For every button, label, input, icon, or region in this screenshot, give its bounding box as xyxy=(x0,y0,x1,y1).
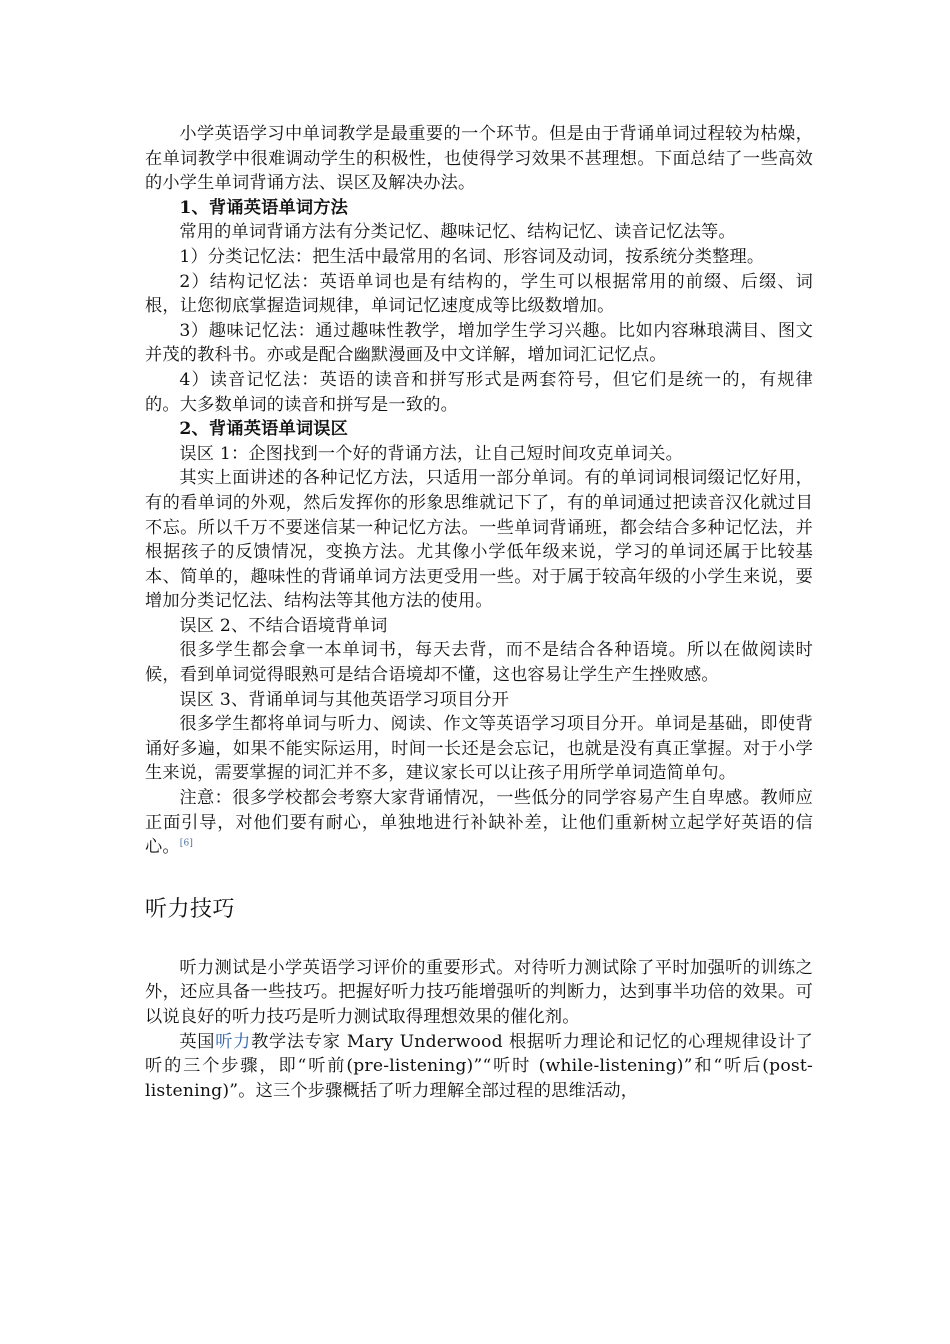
document-page xyxy=(145,122,813,1103)
listening-p2-after: 教学法专家 Mary Underwood 根据听力理论和记忆的心理规律设计了听的三个步骤，即“听前(pre-listening)”“听时 (while-listening)”和“听后(post-listening)”。这三个步骤概括了听力理解全部过程的思维活动， xyxy=(145,1031,814,1101)
mistake-3-title: 误区 3、背诵单词与其他英语学习项目分开 xyxy=(179,689,510,710)
note-paragraph xyxy=(145,786,813,860)
method-item-2: 2）结构记忆法：英语单词也是有结构的，学生可以根据常用的前缀、后缀、词根，让您彻底掌握造词规律，单词记忆速度成等比级数增加。 xyxy=(145,271,813,317)
section-2-title: 2、背诵英语单词误区 xyxy=(179,419,349,440)
intro-paragraph: 小学英语学习中单词教学是最重要的一个环节。但是由于背诵单词过程较为枯燥，在单词教学中很难调动学生的积极性，也使得学习效果不甚理想。下面总结了一些高效的小学生单词背诵方法、误区及解决办法。 xyxy=(145,124,813,194)
mistake-1-body: 其实上面讲述的各种记忆方法，只适用一部分单词。有的单词词根词缀记忆好用，有的看单词的外观，然后发挥你的形象思维就记下了，有的单词通过把读音汉化就过目不忘。所以千万不要迷信某一种记忆方法。一些单词背诵班，都会结合多种记忆法，并根据孩子的反馈情况，变换方法。尤其像小学低年级来说，学习的单词还属于比较基本、简单的，趣味性的背诵单词方法更受用一些。对于属于较高年级的小学生来说，要增加分类记忆法、结构法等其他方法的使用。 xyxy=(145,468,813,612)
listening-paragraph-2 xyxy=(145,1030,813,1104)
section-1-title: 1、背诵英语单词方法 xyxy=(179,197,349,218)
listening-heading: 听力技巧 xyxy=(145,896,236,922)
mistake-1-title: 误区 1：企图找到一个好的背诵方法，让自己短时间攻克单词关。 xyxy=(179,443,684,464)
listening-link[interactable]: 听力 xyxy=(215,1031,252,1052)
section-1-summary: 常用的单词背诵方法有分类记忆、趣味记忆、结构记忆、读音记忆法等。 xyxy=(179,222,736,243)
mistake-2-title: 误区 2、不结合语境背单词 xyxy=(179,615,388,636)
listening-p2-before: 英国 xyxy=(179,1031,216,1052)
mistake-3-body: 很多学生都将单词与听力、阅读、作文等英语学习项目分开。单词是基础，即使背诵好多遍，如果不能实际运用，时间一长还是会忘记，也就是没有真正掌握。对于小学生来说，需要掌握的词汇并不多，建议家长可以让孩子用所学单词造简单句。 xyxy=(145,714,813,784)
method-item-1: 1）分类记忆法：把生活中最常用的名词、形容词及动词，按系统分类整理。 xyxy=(179,246,765,267)
footnote-reference[interactable]: [6] xyxy=(179,838,194,849)
method-item-4: 4）读音记忆法：英语的读音和拼写形式是两套符号，但它们是统一的，有规律的。大多数单词的读音和拼写是一致的。 xyxy=(145,369,813,415)
mistake-2-body: 很多学生都会拿一本单词书，每天去背，而不是结合各种语境。所以在做阅读时候，看到单词觉得眼熟可是结合语境却不懂，这也容易让学生产生挫败感。 xyxy=(145,640,813,686)
method-item-3: 3）趣味记忆法：通过趣味性教学，增加学生学习兴趣。比如内容琳琅满目、图文并茂的教科书。亦或是配合幽默漫画及中文详解，增加词汇记忆点。 xyxy=(145,320,813,366)
listening-paragraph-1: 听力测试是小学英语学习评价的重要形式。对待听力测试除了平时加强听的训练之外，还应具备一些技巧。把握好听力技巧能增强听的判断力，达到事半功倍的效果。可以说良好的听力技巧是听力测试取得理想效果的催化剂。 xyxy=(145,957,813,1027)
note-text: 注意：很多学校都会考察大家背诵情况，一些低分的同学容易产生自卑感。教师应正面引导，对他们要有耐心，单独地进行补缺补差，让他们重新树立起学好英语的信心。 xyxy=(145,788,813,858)
